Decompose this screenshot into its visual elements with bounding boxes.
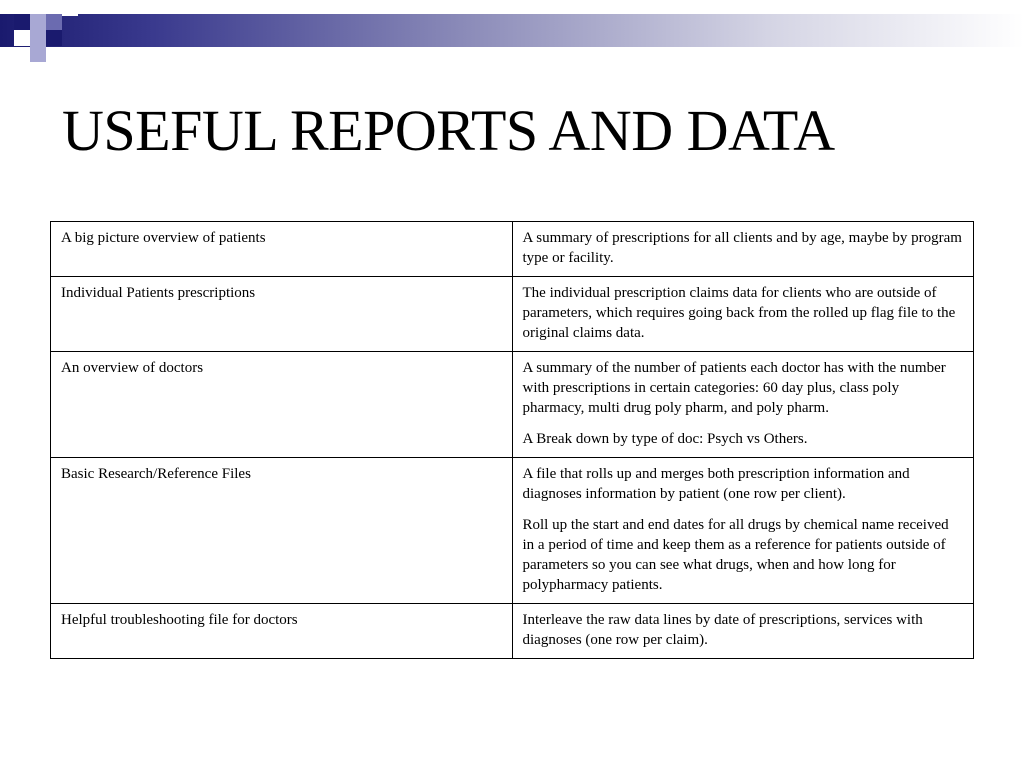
table-body <box>51 222 974 659</box>
report-description-cell <box>512 604 974 659</box>
report-description: Interleave the raw data lines by date of prescriptions, services with diagnoses (one row per claim). <box>522 612 923 648</box>
report-name: Individual Patients prescriptions <box>61 285 256 301</box>
table-row <box>51 277 974 352</box>
header-gradient-band <box>0 14 1024 47</box>
report-name: Basic Research/Reference Files <box>61 466 251 482</box>
decor-square-icon <box>14 14 30 30</box>
report-description-cell <box>512 222 974 277</box>
report-description: A Break down by type of doc: Psych vs Others. <box>522 431 808 447</box>
report-description: A file that rolls up and merges both prescription information and diagnoses information by patient (one row per client). <box>522 466 910 502</box>
reports-table <box>50 221 974 659</box>
table-row <box>51 458 974 604</box>
decor-square-icon <box>46 30 62 46</box>
table-row <box>51 222 974 277</box>
report-name: A big picture overview of patients <box>61 230 266 246</box>
decor-square-icon <box>30 30 46 46</box>
decor-square-icon <box>30 14 46 30</box>
decor-square-icon <box>30 46 46 62</box>
report-name: Helpful troubleshooting file for doctors <box>61 612 298 628</box>
report-description: Roll up the start and end dates for all drugs by chemical name received in a period of time and keep them as a reference for patients outside of parameters so you can see what drugs, when and how long for polypharmacy patients. <box>522 517 949 593</box>
decor-square-icon <box>14 30 30 46</box>
decor-square-icon <box>46 14 62 30</box>
report-description: A summary of prescriptions for all clients and by age, maybe by program type or facility. <box>522 230 962 266</box>
reports-table-container <box>50 221 974 659</box>
report-description: The individual prescription claims data for clients who are outside of parameters, which requires going back from the rolled up flag file to the original claims data. <box>522 285 956 341</box>
report-name-cell <box>51 458 513 604</box>
decor-square-icon <box>62 0 78 16</box>
report-name-cell <box>51 604 513 659</box>
slide-title: USEFUL REPORTS AND DATA <box>62 98 835 163</box>
report-description-cell <box>512 352 974 458</box>
report-name-cell <box>51 277 513 352</box>
report-name: An overview of doctors <box>61 360 204 376</box>
report-description-cell <box>512 277 974 352</box>
report-name-cell <box>51 352 513 458</box>
report-description: A summary of the number of patients each doctor has with the number with prescriptions in certain categories: 60 day plus, class poly pharmacy, multi drug poly pharm, and poly pharm. <box>522 360 946 416</box>
report-name-cell <box>51 222 513 277</box>
report-description-cell <box>512 458 974 604</box>
table-row <box>51 352 974 458</box>
table-row <box>51 604 974 659</box>
